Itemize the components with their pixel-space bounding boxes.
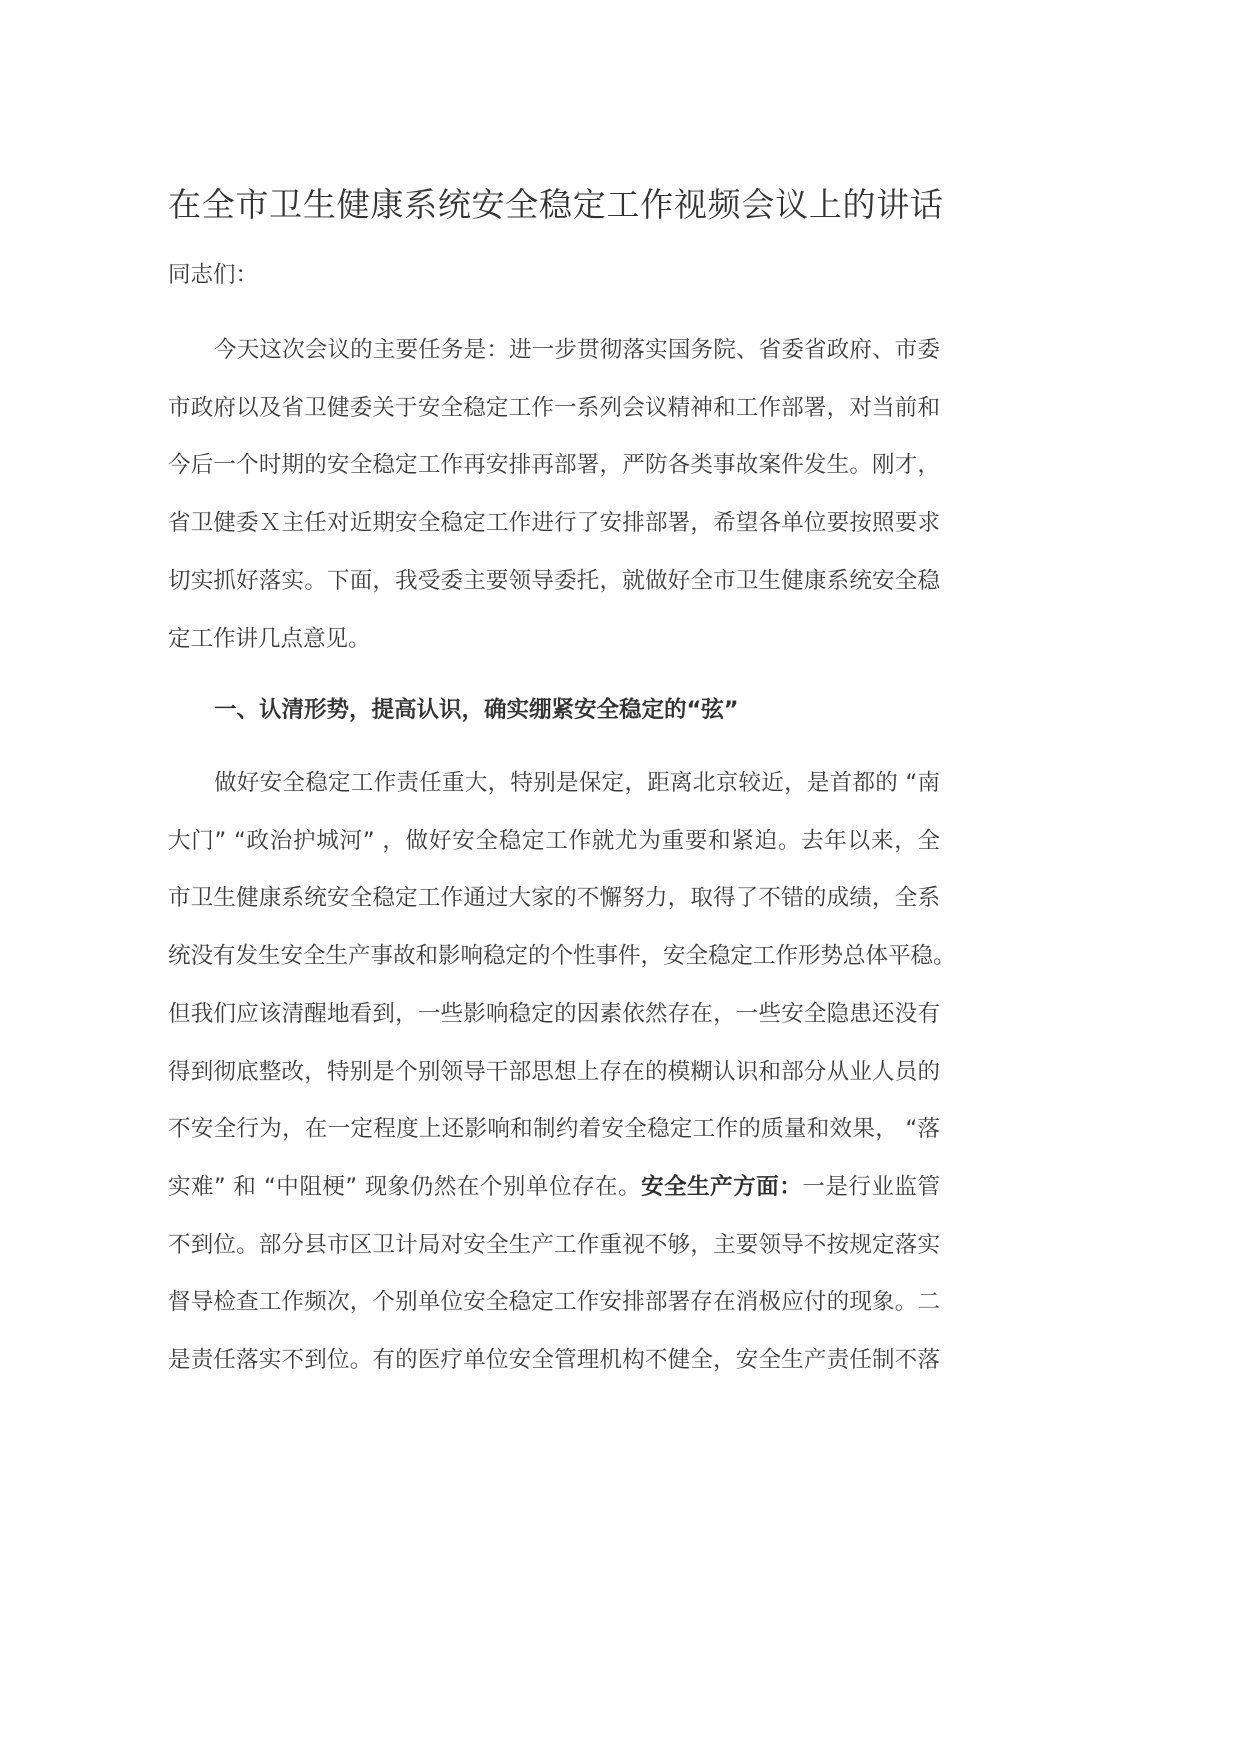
text-line: 不安全行为，在一定程度上还影响和制约着安全稳定工作的质量和效果， “落 (168, 1116, 940, 1143)
text-segment: 一是行业监管 (802, 1173, 940, 1200)
text-line: 今后一个时期的安全稳定工作再安排再部署，严防各类事故案件发生。刚才， (168, 452, 940, 479)
bold-label: 安全生产方面： (641, 1173, 803, 1200)
text-line: 做好安全稳定工作责任重大，特别是保定，距离北京较近，是首都的 “南 (214, 770, 940, 796)
text-line: 统没有发生安全生产事故和影响稳定的个性事件，安全稳定工作形势总体平稳。 (168, 943, 956, 970)
text-line: 大门” “政治护城河” ，做好安全稳定工作就尤为重要和紧迫。去年以来，全 (168, 827, 940, 854)
text-line: 得到彻底整改，特别是个别领导干部思想上存在的模糊认识和部分从业人员的 (168, 1058, 940, 1085)
text-line (168, 1171, 940, 1203)
text-line: 切实抓好落实。下面，我受委主要领导委托，就做好全市卫生健康系统安全稳 (168, 567, 940, 594)
text-line: 督导检查工作频次，个别单位安全稳定工作安排部署存在消极应付的现象。二 (168, 1289, 940, 1316)
text-line: 定工作讲几点意见。 (168, 625, 371, 652)
text-segment: 实难” 和 “中阻梗” 现象仍然在个别单位存在。 (168, 1173, 642, 1200)
text-line: 今天这次会议的主要任务是：进一步贯彻落实国务院、省委省政府、市委 (214, 337, 940, 363)
text-line: 但我们应该清醒地看到，一些影响稳定的因素依然存在，一些安全隐患还没有 (168, 1000, 940, 1027)
text-line: 市卫生健康系统安全稳定工作通过大家的不懈努力，取得了不错的成绩，全系 (168, 885, 940, 912)
text-line: 不到位。部分县市区卫计局对安全生产工作重视不够，主要领导不按规定落实 (168, 1231, 940, 1258)
text-line: 市政府以及省卫健委关于安全稳定工作一系列会议精神和工作部署，对当前和 (168, 394, 940, 421)
salutation: 同志们： (168, 262, 259, 288)
text-line: 省卫健委Ｘ主任对近期安全稳定工作进行了安排部署，希望各单位要按照要求 (168, 510, 940, 537)
text-line: 是责任落实不到位。有的医疗单位安全管理机构不健全，安全生产责任制不落 (168, 1347, 940, 1373)
section-heading-1: 一、认清形势，提高认识，确实绷紧安全稳定的“弦” (214, 697, 739, 723)
document-title: 在全市卫生健康系统安全稳定工作视频会议上的讲话 (168, 185, 943, 224)
